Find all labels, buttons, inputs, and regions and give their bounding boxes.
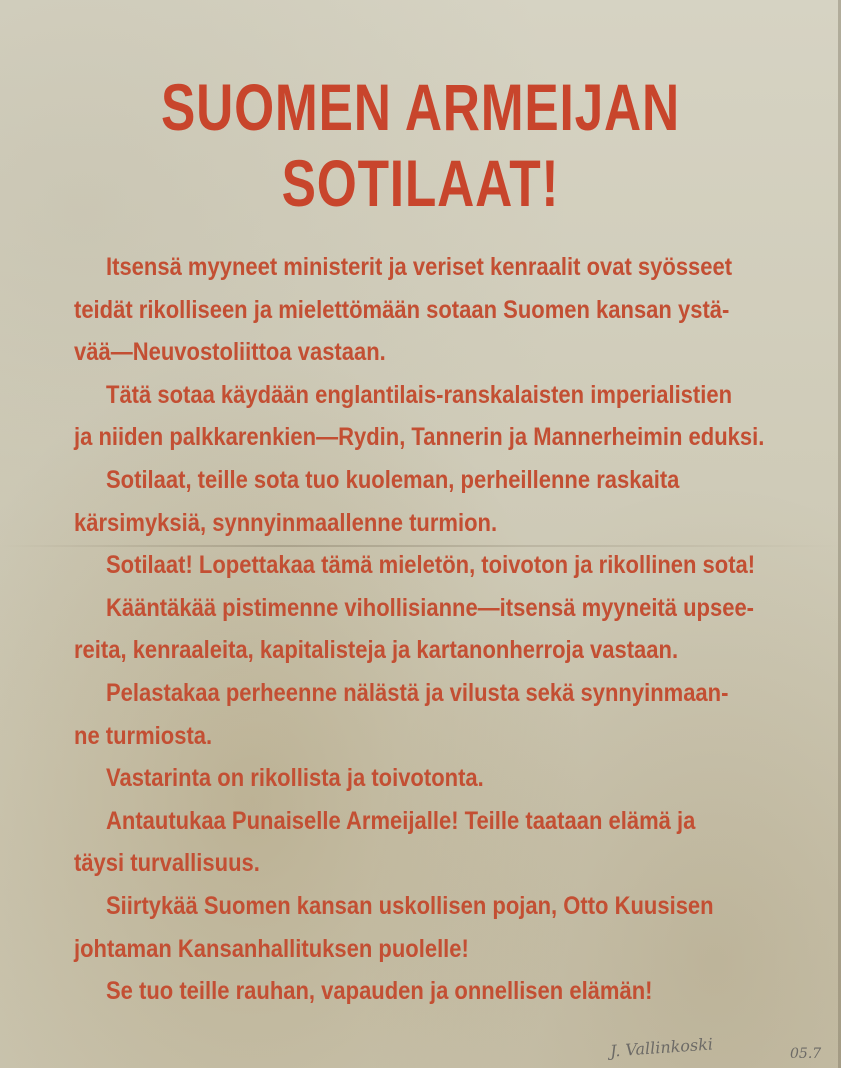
leaflet-body <box>74 246 792 1013</box>
body-line <box>74 289 792 332</box>
body-line <box>74 246 792 289</box>
body-line-text: kärsimyksiä, synnyinmaallenne turmion. <box>74 508 498 537</box>
body-line-text: teidät rikolliseen ja mielettömään sotaan Suomen kansan ystä- <box>74 295 730 324</box>
body-line <box>74 459 792 502</box>
body-line-text: vää—Neuvostoliittoa vastaan. <box>74 338 386 367</box>
body-line-text: Kääntäkää pistimenne vihollisianne—itsensä myyneitä upsee- <box>106 593 755 622</box>
body-line <box>74 544 792 587</box>
body-line <box>74 715 792 758</box>
body-line-text: Siirtykää Suomen kansan uskollisen pojan, Otto Kuusisen <box>106 891 714 920</box>
body-line <box>74 587 792 630</box>
body-line-text: johtaman Kansanhallituksen puolelle! <box>74 934 469 963</box>
body-line <box>74 970 792 1013</box>
body-line-text: reita, kenraaleita, kapitalisteja ja kartanonherroja vastaan. <box>74 636 679 665</box>
body-line <box>74 502 792 545</box>
body-line-text: Sotilaat! Lopettakaa tämä mieletön, toivoton ja rikollinen sota! <box>106 551 756 580</box>
corner-pencil-mark: 05.7 <box>790 1046 822 1062</box>
body-line-text: täysi turvallisuus. <box>74 849 260 878</box>
body-line-text: Se tuo teille rauhan, vapauden ja onnellisen elämän! <box>106 977 653 1006</box>
body-line-text: Pelastakaa perheenne nälästä ja vilusta sekä synnyinmaan- <box>106 678 729 707</box>
body-line <box>74 629 792 672</box>
body-line <box>74 757 792 800</box>
body-line <box>74 885 792 928</box>
body-line-text: Vastarinta on rikollista ja toivotonta. <box>106 764 484 793</box>
body-line <box>74 331 792 374</box>
body-line <box>74 374 792 417</box>
body-line-text: Antautukaa Punaiselle Armeijalle! Teille taataan elämä ja <box>106 806 696 835</box>
title-line-2: SOTILAAT! <box>281 146 560 220</box>
body-line <box>74 800 792 843</box>
body-line-text: Tätä sotaa käydään englantilais-ranskalaisten imperialistien <box>106 380 733 409</box>
body-line <box>74 842 792 885</box>
body-line-text: ne turmiosta. <box>74 721 213 750</box>
title-line-1: SUOMEN ARMEIJAN <box>161 70 680 144</box>
body-line <box>74 672 792 715</box>
body-line-text: Sotilaat, teille sota tuo kuoleman, perheillenne raskaita <box>106 465 680 494</box>
body-line-text: Itsensä myyneet ministerit ja veriset kenraalit ovat syösseet <box>106 253 733 281</box>
handwritten-signature: J. Vallinkoski <box>609 1034 714 1061</box>
body-line <box>74 928 792 971</box>
body-line <box>74 416 792 459</box>
body-line-text: ja niiden palkkarenkien—Rydin, Tannerin ja Mannerheimin eduksi. <box>74 423 765 452</box>
